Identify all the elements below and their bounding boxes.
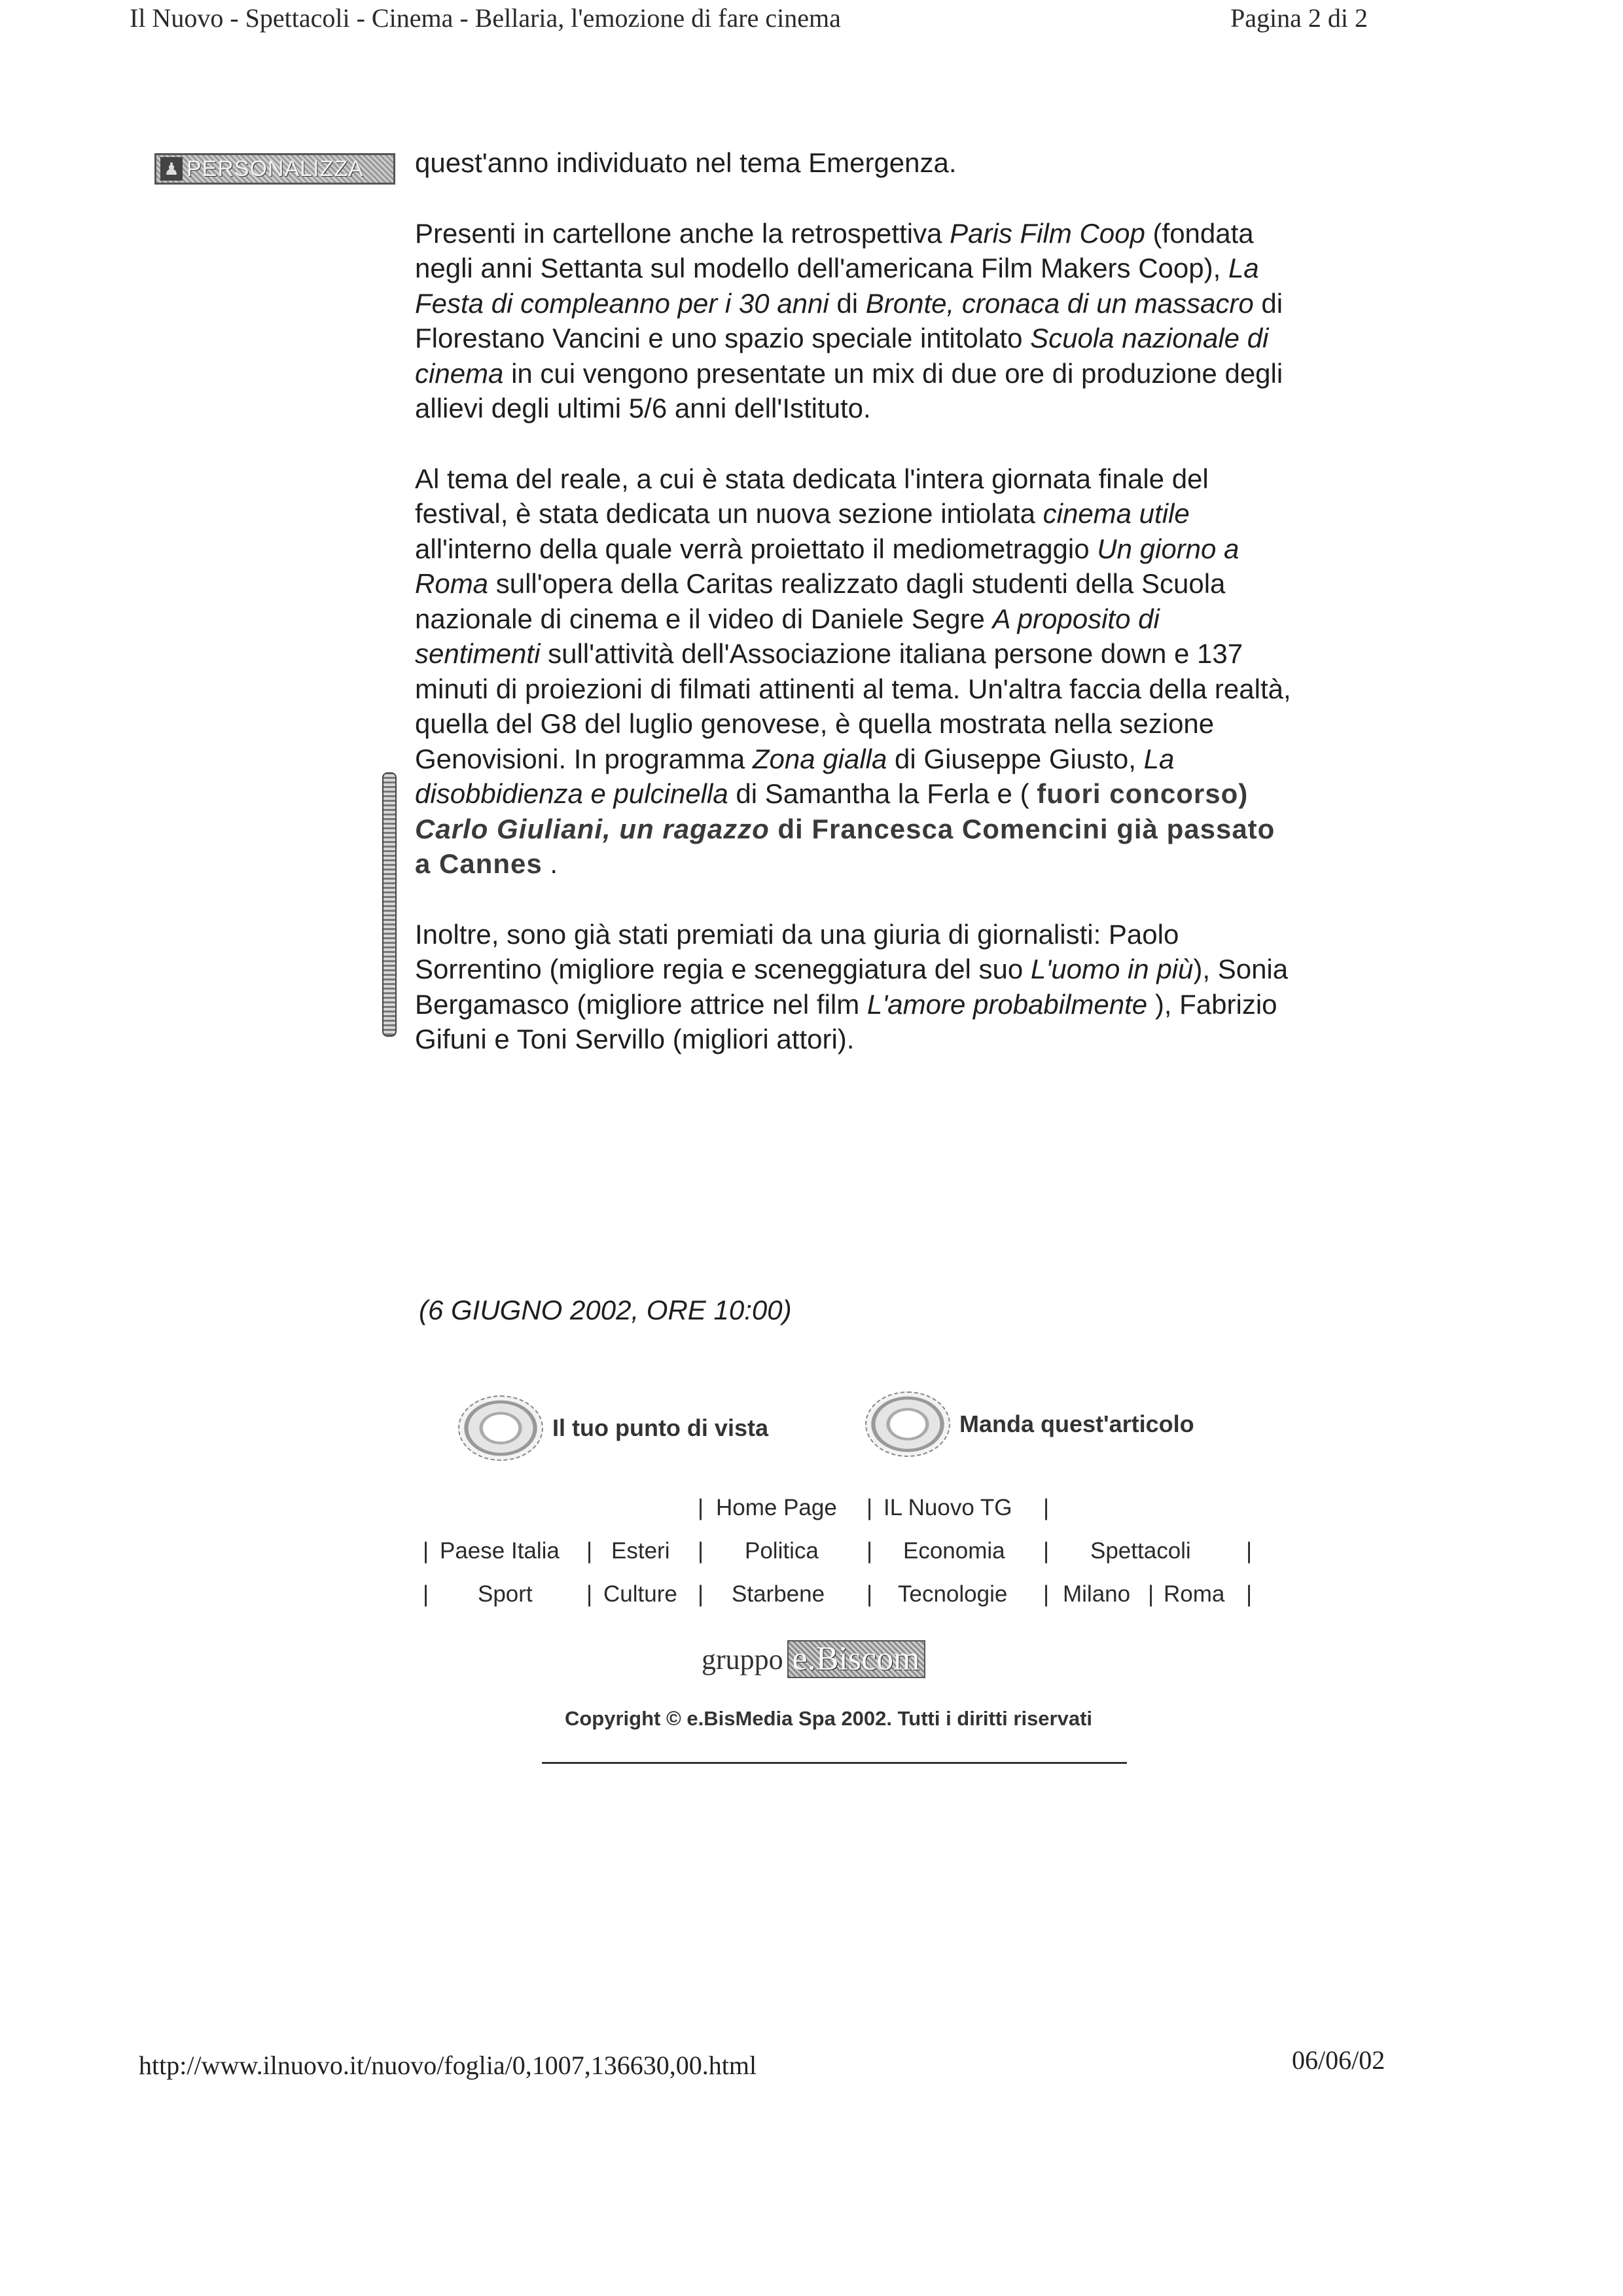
globe-icon bbox=[458, 1395, 543, 1461]
divider bbox=[542, 1762, 1127, 1764]
italic-title: L'amore probabilmente bbox=[866, 988, 1148, 1020]
article-paragraph bbox=[415, 461, 1292, 882]
text-run: Presenti in cartellone anche la retrospettiva bbox=[415, 217, 950, 249]
envelope-globe-icon bbox=[865, 1391, 950, 1457]
nav-top-row: | Home Page | IL Nuovo TG | bbox=[698, 1495, 1050, 1520]
text-run: di Samantha la Ferla e ( bbox=[728, 778, 1037, 809]
text-run: di Florestano Vancini e uno spazio speciale intitolato bbox=[415, 287, 1283, 353]
article-date: (6 GIUGNO 2002, ORE 10:00) bbox=[419, 1295, 792, 1325]
print-footer-url: http://www.ilnuovo.it/nuovo/foglia/0,1007,136630,00.html bbox=[139, 2051, 757, 2080]
personalizza-label: PERSONALIZZA bbox=[187, 156, 364, 181]
nav-row-2: | Sport | Culture | Starbene | Tecnologie | Milano | Roma | bbox=[423, 1581, 1253, 1607]
point-of-view-label: Il tuo punto di vista bbox=[552, 1414, 768, 1441]
nav-link-spettacoli[interactable]: Spettacoli bbox=[1090, 1538, 1191, 1564]
nav-link-milano[interactable]: Milano bbox=[1063, 1581, 1131, 1607]
italic-title: La Festa di compleanno per i 30 anni bbox=[415, 253, 1259, 319]
text-run: di Giuseppe Giusto, bbox=[887, 743, 1144, 774]
text-run: Inoltre, sono già stati premiati da una giuria di giornalisti: Paolo Sorrentino (migliore regia e sceneggiatura del suo bbox=[415, 918, 1179, 984]
text-run: ), Sonia Bergamasco (migliore attrice nel film bbox=[415, 954, 1289, 1020]
article-paragraph bbox=[415, 216, 1292, 426]
scrollbar-marker bbox=[382, 772, 397, 1037]
text-run: in cui vengono presentate un mix di due ore di produzione degli allievi degli ultimi 5/6 anni dell'Istituto. bbox=[415, 357, 1283, 423]
point-of-view-link[interactable] bbox=[458, 1395, 768, 1461]
print-footer-date: 06/06/02 bbox=[1292, 2045, 1385, 2075]
text-run: all'interno della quale verrà proiettato il mediometraggio bbox=[415, 533, 1097, 564]
nav-link-tecnologie[interactable]: Tecnologie bbox=[898, 1581, 1008, 1607]
text-run: di bbox=[829, 287, 866, 319]
print-header-title: Il Nuovo - Spettacoli - Cinema - Bellaria, l'emozione di fare cinema bbox=[130, 3, 841, 33]
text-run: (fondata negli anni Settanta sul modello dell'americana Film Makers Coop), bbox=[415, 217, 1254, 283]
italic-title: La disobbidienza e pulcinella bbox=[415, 743, 1175, 809]
text-run: ), Fabrizio Gifuni e Toni Servillo (migliori attori). bbox=[415, 988, 1277, 1054]
text-run: di Francesca Comencini già passato a Cannes bbox=[415, 813, 1275, 879]
italic-title: Paris Film Coop bbox=[950, 217, 1145, 249]
italic-title: A proposito di sentimenti bbox=[415, 603, 1160, 669]
text-run: fuori concorso) bbox=[1037, 778, 1249, 809]
nav-link-economia[interactable]: Economia bbox=[903, 1538, 1005, 1564]
italic-title: L'uomo in più bbox=[1030, 954, 1194, 984]
print-header-page-number: Pagina 2 di 2 bbox=[1230, 3, 1368, 33]
italic-title: cinema utile bbox=[1043, 498, 1190, 529]
nav-link-paese-italia[interactable]: Paese Italia bbox=[440, 1538, 560, 1564]
text-run: sull'opera della Caritas realizzato dagli studenti della Scuola nazionale di cinema e il video di Daniele Segre bbox=[415, 568, 1226, 634]
nav-link-politica[interactable]: Politica bbox=[745, 1538, 819, 1564]
text-run: . bbox=[542, 848, 558, 879]
nav-row-1: | Paese Italia | Esteri | Politica | Economia | Spettacoli | bbox=[423, 1538, 1253, 1564]
ebiscom-logo[interactable] bbox=[702, 1640, 925, 1678]
nav-link-sport[interactable]: Sport bbox=[478, 1581, 533, 1607]
copyright-notice bbox=[0, 1707, 1623, 1731]
personalizza-button[interactable] bbox=[154, 153, 395, 185]
text-run: Al tema del reale, a cui è stata dedicata l'intera giornata finale del festival, è stata dedicata un nuova sezione intiolata bbox=[415, 463, 1209, 529]
nav-link-il-nuovo-tg[interactable]: IL Nuovo TG bbox=[883, 1495, 1012, 1520]
article-paragraph bbox=[415, 917, 1292, 1057]
send-article-label: Manda quest'articolo bbox=[959, 1410, 1194, 1437]
article-body bbox=[415, 145, 1292, 1092]
article-paragraph: quest'anno individuato nel tema Emergenza. bbox=[415, 147, 957, 178]
person-icon: ♟ bbox=[160, 157, 183, 181]
nav-link-culture[interactable]: Culture bbox=[603, 1581, 677, 1607]
nav-link-roma[interactable]: Roma bbox=[1164, 1581, 1225, 1607]
text-run: sull'attività dell'Associazione italiana persone down e 137 minuti di proiezioni di filmati attinenti al tema. Un'altra faccia della realtà, quella del G8 del luglio genovese, è quella mostrata nella sezione Genovisioni. In programma bbox=[415, 638, 1291, 774]
logo-prefix: gruppo bbox=[702, 1643, 783, 1676]
italic-title: Scuola nazionale di cinema bbox=[415, 323, 1269, 389]
logo-name: e.Biscom bbox=[787, 1640, 925, 1678]
nav-link-esteri[interactable]: Esteri bbox=[611, 1538, 670, 1564]
nav-link-starbene[interactable]: Starbene bbox=[732, 1581, 825, 1607]
send-article-link[interactable] bbox=[865, 1391, 1194, 1457]
italic-title: Zona gialla bbox=[752, 743, 887, 774]
italic-title: Un giorno a Roma bbox=[415, 533, 1240, 599]
italic-title: Bronte, cronaca di un massacro bbox=[865, 287, 1254, 319]
italic-title: Carlo Giuliani, un ragazzo bbox=[415, 813, 770, 844]
copyright-text: Copyright © e.BisMedia Spa 2002. Tutti i diritti riservati bbox=[564, 1707, 1093, 1730]
nav-link-home-page[interactable]: Home Page bbox=[716, 1495, 837, 1520]
